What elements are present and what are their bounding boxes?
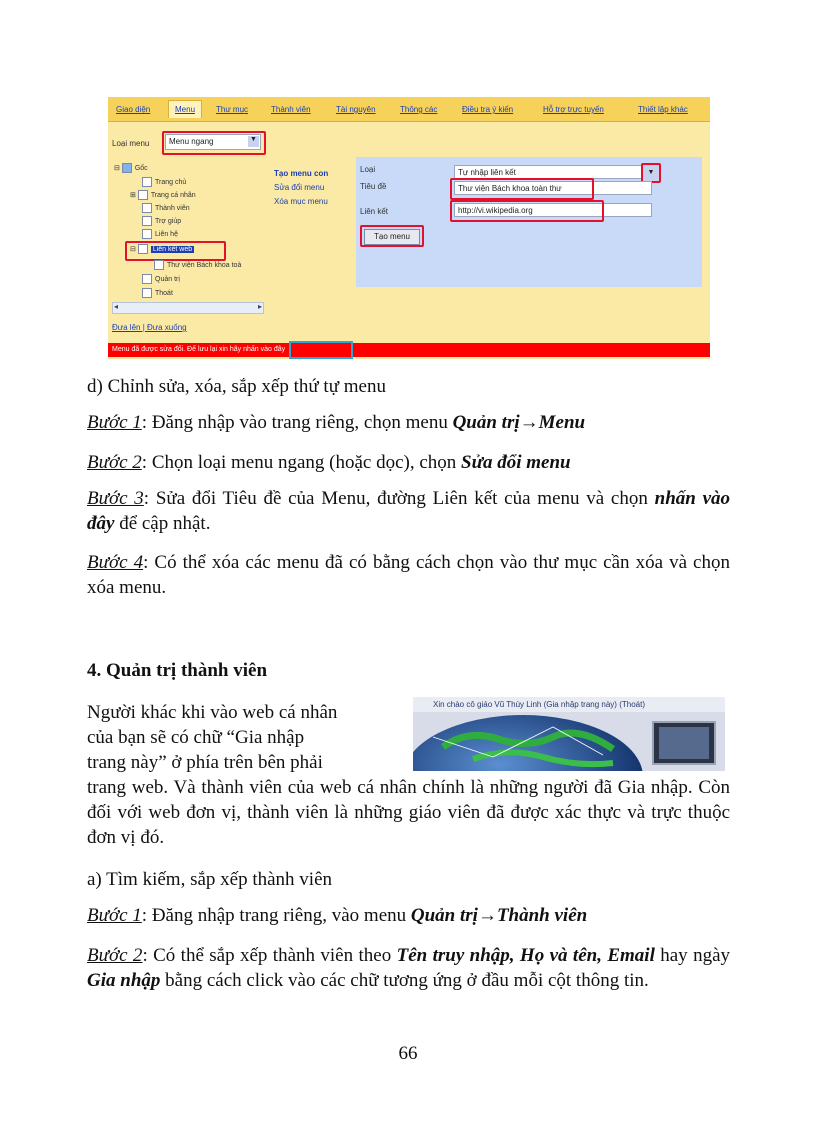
type-label: Loại (360, 165, 376, 174)
section-title: 4. Quản trị thành viên (87, 660, 268, 681)
welcome-bar: Xin chào cô giáo Vũ Thùy Linh (Gia nhập trang này) (Thoát) (413, 697, 725, 712)
d-step-4: Bước 4: Có thể xóa các menu đã có bằng cách chọn vào thư mục cần xóa và chọn xóa menu. (87, 552, 730, 598)
horizontal-scrollbar[interactable] (112, 302, 264, 314)
highlight-box (360, 225, 424, 247)
tree-item[interactable]: Thành viên (142, 203, 190, 213)
tree-item[interactable]: Liên hệ (142, 229, 178, 239)
move-links[interactable]: Đưa lên | Đưa xuống (112, 323, 187, 332)
tree-item-selected[interactable]: ⊟ Liên kết web (130, 245, 193, 253)
menu-type-value: Menu ngang (169, 137, 214, 146)
tree-root[interactable]: ⊟ Gốc (114, 164, 148, 172)
highlight-box (162, 131, 266, 155)
intro-rest: trang web. Và thành viên của web cá nhân chính là những người đã Gia nhập. Còn đối với web đơn vị, thành viên là những giáo viên đã được xác thực và trực thuộc đơn vị đó. (87, 777, 730, 848)
intro-line-1: Người khác khi vào web cá nhân (87, 702, 338, 723)
tree-item[interactable]: Thư viện Bách khoa toà (154, 260, 241, 270)
title-label: Tiêu đề (360, 182, 387, 191)
type-select[interactable]: Tự nhập liên kết (454, 165, 652, 179)
d-step-1: Bước 1: Đăng nhập vào trang riêng, chọn menu Quản trị→Menu (87, 412, 586, 433)
tree-item[interactable]: Thoát (142, 288, 173, 298)
tree-item[interactable]: Quản trị (142, 274, 180, 284)
nav-item-active[interactable]: Menu (168, 100, 202, 118)
welcome-banner-image (413, 697, 725, 771)
nav-item[interactable]: Thiết lập khác (638, 105, 688, 114)
status-bar: Menu đã được sửa đổi. Để lưu lại xin hãy nhấn vào đây (108, 343, 710, 357)
create-menu-button[interactable]: Tạo menu (364, 229, 420, 245)
delete-menu-link[interactable]: Xóa mục menu (274, 197, 328, 206)
chevron-down-icon[interactable]: ▼ (248, 136, 259, 147)
highlight-box (125, 241, 226, 261)
link-input[interactable]: http://vi.wikipedia.org (454, 203, 652, 217)
intro-line-3: trang này” ở phía trên bên phải (87, 752, 323, 773)
link-label: Liên kết (360, 207, 389, 216)
create-submenu-link[interactable]: Tạo menu con (274, 169, 329, 178)
tree-item[interactable]: Trang chủ (142, 177, 186, 187)
folder-icon (122, 163, 132, 173)
tree-item[interactable]: Trợ giúp (142, 216, 181, 226)
arrow-left-icon[interactable]: ◂ (114, 302, 119, 311)
d-step-2: Bước 2: Chọn loại menu ngang (hoặc dọc), chọn Sửa đổi menu (87, 452, 571, 473)
d-heading: d) Chỉnh sửa, xóa, sắp xếp thứ tự menu (87, 376, 386, 397)
title-input[interactable]: Thư viện Bách khoa toàn thư (454, 181, 652, 195)
admin-screenshot (108, 97, 710, 359)
edit-menu-link[interactable]: Sửa đổi menu (274, 183, 325, 192)
nav-item[interactable]: Hỗ trợ trực tuyến (543, 105, 604, 114)
menu-form (356, 157, 702, 287)
arrow-right-icon[interactable]: ▸ (257, 302, 262, 311)
nav-item[interactable]: Tài nguyên (336, 105, 376, 114)
highlight-box (289, 341, 353, 359)
a-heading: a) Tìm kiếm, sắp xếp thành viên (87, 869, 333, 890)
globe-illustration (413, 697, 725, 771)
highlight-box (450, 200, 604, 222)
menu-type-label: Loại menu (112, 139, 150, 148)
nav-item[interactable]: Thành viên (271, 105, 311, 114)
nav-item[interactable]: Giao diện (116, 105, 151, 114)
d-step-3: Bước 3: Sửa đổi Tiêu đề của Menu, đường Liên kết của menu và chọn nhấn vào đây để cập nhật. (87, 488, 731, 534)
highlight-box (450, 178, 594, 200)
nav-item[interactable]: Thư mục (216, 105, 249, 114)
nav-item[interactable]: Điều tra ý kiến (462, 105, 514, 114)
a-step-2: Bước 2: Có thể sắp xếp thành viên theo Tên truy nhập, Họ và tên, Email hay ngày Gia nhập bằng cách click vào các chữ tương ứng ở đầu mỗi cột thông tin. (87, 945, 731, 991)
admin-nav (108, 97, 710, 122)
page-number: 66 (398, 1043, 418, 1064)
intro-line-2: của bạn sẽ có chữ “Gia nhập (87, 727, 305, 748)
nav-item[interactable]: Thông các (400, 105, 438, 114)
tree-item[interactable]: ⊞ Trang cá nhân (130, 191, 196, 199)
chevron-down-icon[interactable]: ▼ (641, 163, 661, 183)
a-step-1: Bước 1: Đăng nhập trang riêng, vào menu Quản trị→Thành viên (87, 905, 588, 926)
